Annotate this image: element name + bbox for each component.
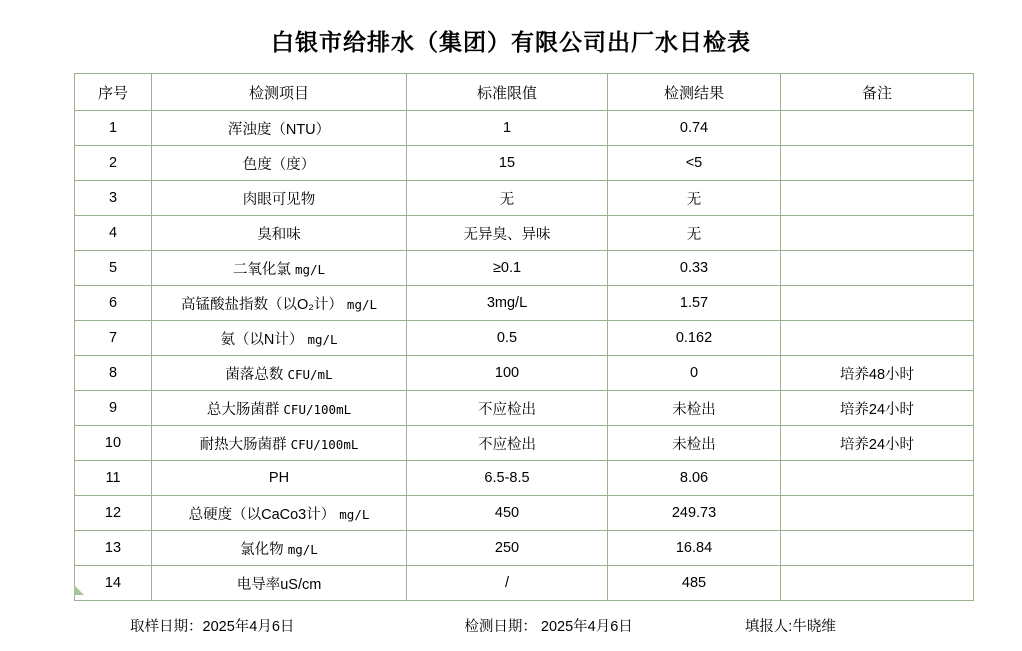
cell-item-unit: CFU/100mL — [283, 401, 352, 417]
cell-standard: / — [407, 566, 608, 601]
cell-standard: 1 — [407, 111, 608, 146]
page-title: 白银市给排水（集团）有限公司出厂水日检表 — [271, 30, 751, 55]
cell-remark — [781, 531, 974, 566]
cell-standard: 100 — [407, 356, 608, 391]
cell-result: 无 — [608, 181, 781, 216]
cell-item-name: 肉眼可见物 — [242, 191, 316, 208]
table-row — [75, 531, 974, 566]
cell-item-name: 氯化物 — [240, 541, 284, 558]
table-row — [75, 181, 974, 216]
cell-standard: 450 — [407, 496, 608, 531]
cell-item — [152, 216, 407, 251]
table-row — [75, 461, 974, 496]
cell-standard: 250 — [407, 531, 608, 566]
cell-no: 7 — [75, 321, 152, 356]
cell-remark — [781, 461, 974, 496]
table-row — [75, 286, 974, 321]
cell-item-name: 氨（以N计） — [220, 331, 304, 348]
cell-remark — [781, 566, 974, 601]
cell-no: 10 — [75, 426, 152, 461]
cell-item-name: 高锰酸盐指数（以O₂计） — [180, 296, 343, 313]
cell-item-name: 电导率uS/cm — [236, 576, 322, 593]
cell-item-name: 总硬度（以CaCo3计） — [188, 506, 336, 523]
cell-remark — [781, 321, 974, 356]
cell-result: 0.33 — [608, 251, 781, 286]
cell-standard: 不应检出 — [407, 426, 608, 461]
cell-item-name: 菌落总数 — [225, 366, 284, 383]
cell-remark — [781, 251, 974, 286]
cell-item — [152, 111, 407, 146]
table-row — [75, 426, 974, 461]
table-row — [75, 391, 974, 426]
cell-item-name: PH — [268, 470, 290, 486]
table-header — [75, 74, 974, 111]
cell-remark — [781, 181, 974, 216]
cell-result: 0 — [608, 356, 781, 391]
cell-item-unit: mg/L — [339, 506, 370, 522]
cell-item-name: 臭和味 — [257, 226, 301, 243]
header-standard: 标准限值 — [407, 74, 608, 111]
cell-no: 1 — [75, 111, 152, 146]
cell-no: 11 — [75, 461, 152, 496]
cell-item — [152, 496, 407, 531]
cell-result: 未检出 — [608, 426, 781, 461]
cell-no: 3 — [75, 181, 152, 216]
table-row — [75, 216, 974, 251]
cell-item-name: 总大肠菌群 — [206, 401, 280, 418]
cell-item-unit: mg/L — [294, 261, 326, 277]
table-row — [75, 321, 974, 356]
cell-item-name: 耐热大肠菌群 — [199, 436, 287, 453]
cell-standard: 无异臭、异味 — [407, 216, 608, 251]
cell-remark — [781, 216, 974, 251]
cell-item — [152, 356, 407, 391]
cell-remark — [781, 496, 974, 531]
footer — [0, 601, 1022, 636]
table-row — [75, 496, 974, 531]
cell-item — [152, 426, 407, 461]
cell-result: 1.57 — [608, 286, 781, 321]
cell-no: 8 — [75, 356, 152, 391]
cell-item — [152, 391, 407, 426]
cell-item-unit: CFU/100mL — [290, 436, 359, 452]
cell-item — [152, 321, 407, 356]
table-row — [75, 251, 974, 286]
table-header-row — [75, 74, 974, 111]
cell-result: <5 — [608, 146, 781, 181]
cell-item-name: 色度（度） — [242, 156, 316, 173]
cell-item-unit: mg/L — [307, 331, 338, 347]
header-no: 序号 — [75, 74, 152, 111]
cell-standard: 0.5 — [407, 321, 608, 356]
cell-standard: 15 — [407, 146, 608, 181]
cell-standard: 3mg/L — [407, 286, 608, 321]
cell-standard: 6.5-8.5 — [407, 461, 608, 496]
sample-date: 取样日期：2025年4月6日 — [130, 619, 295, 635]
cell-item — [152, 251, 407, 286]
header-remark: 备注 — [781, 74, 974, 111]
cell-remark — [781, 111, 974, 146]
cell-no: 4 — [75, 216, 152, 251]
table-body — [75, 111, 974, 601]
cell-no: 12 — [75, 496, 152, 531]
cell-no: 5 — [75, 251, 152, 286]
cell-item — [152, 146, 407, 181]
cell-item — [152, 566, 407, 601]
cell-item — [152, 286, 407, 321]
cell-remark: 培养24小时 — [781, 391, 974, 426]
cell-item — [152, 181, 407, 216]
cell-item-name: 浑浊度（NTU） — [227, 121, 331, 138]
water-quality-table — [74, 73, 974, 601]
cell-no: 13 — [75, 531, 152, 566]
table-row — [75, 146, 974, 181]
cell-result: 无 — [608, 216, 781, 251]
table-row — [75, 566, 974, 601]
cell-result: 485 — [608, 566, 781, 601]
cell-result: 249.73 — [608, 496, 781, 531]
table-row — [75, 356, 974, 391]
cell-remark: 培养24小时 — [781, 426, 974, 461]
filler-name: 填报人:牛晓维 — [744, 619, 836, 635]
cell-result: 8.06 — [608, 461, 781, 496]
cell-item-name: 二氧化氯 — [232, 261, 291, 278]
cell-standard: ≥0.1 — [407, 251, 608, 286]
cell-remark — [781, 146, 974, 181]
cell-item — [152, 531, 407, 566]
cell-no: 2 — [75, 146, 152, 181]
cell-item-unit: mg/L — [346, 296, 378, 312]
cell-item-unit: mg/L — [287, 541, 318, 557]
cell-standard: 无 — [407, 181, 608, 216]
cell-item — [152, 461, 407, 496]
cell-no: 9 — [75, 391, 152, 426]
cell-item-unit: CFU/mL — [287, 366, 333, 382]
cell-remark: 培养48小时 — [781, 356, 974, 391]
cell-result: 16.84 — [608, 531, 781, 566]
cell-result: 0.162 — [608, 321, 781, 356]
cell-standard: 不应检出 — [407, 391, 608, 426]
cell-result: 未检出 — [608, 391, 781, 426]
cell-remark — [781, 286, 974, 321]
report-table-wrap — [0, 73, 1022, 601]
cell-result: 0.74 — [608, 111, 781, 146]
table-row — [75, 111, 974, 146]
header-result: 检测结果 — [608, 74, 781, 111]
cell-no: 14 — [75, 566, 152, 601]
cell-no: 6 — [75, 286, 152, 321]
header-item: 检测项目 — [152, 74, 407, 111]
test-date: 检测日期： 2025年4月6日 — [464, 619, 633, 635]
